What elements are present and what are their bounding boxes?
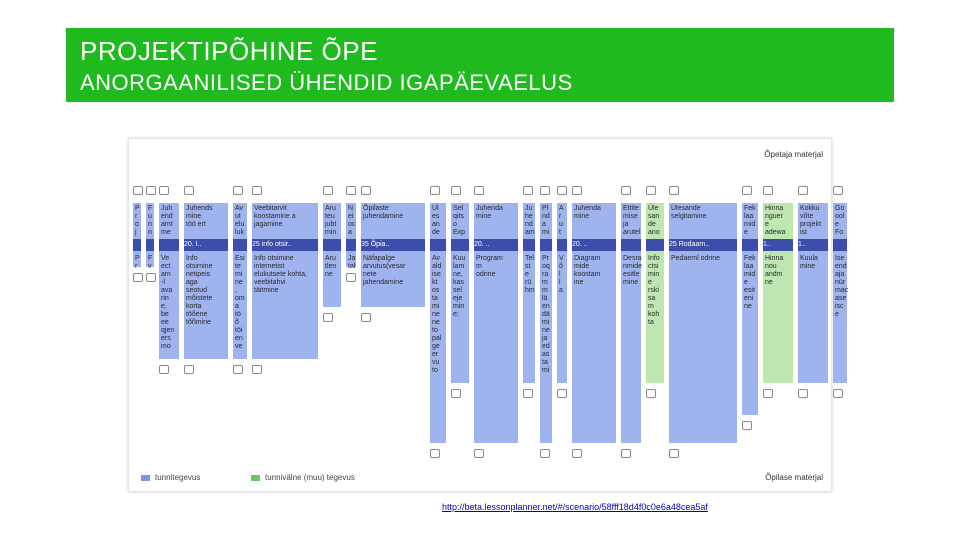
activity-description: Desra nmide esitle mine (623, 255, 643, 286)
legend-label: tunnivälne (muu) tegevus (265, 473, 355, 482)
card-bottom-toolbar (346, 273, 356, 282)
activity-description: Program m odrine (476, 255, 503, 278)
student-material-icon[interactable] (557, 389, 567, 398)
student-material-icon[interactable] (146, 273, 156, 282)
activity-description: Kuula mine (800, 255, 818, 270)
material-box-icon[interactable] (540, 186, 550, 195)
student-material-icon[interactable] (184, 365, 194, 374)
activity-card-body (233, 203, 247, 359)
card-toolbar (798, 186, 808, 195)
activity-card-body (742, 203, 758, 415)
activity-card-body (621, 203, 641, 443)
material-box-icon[interactable] (430, 186, 440, 195)
activity-description: Diagram mide koostam ine (574, 255, 601, 286)
card-toolbar (133, 186, 143, 195)
card-bottom-toolbar (233, 365, 243, 374)
activity-title: Fek laa mid e (744, 205, 756, 236)
student-material-icon[interactable] (646, 389, 656, 398)
material-box-icon[interactable] (252, 186, 262, 195)
lesson-planner-board (128, 138, 849, 492)
material-box-icon[interactable] (146, 186, 156, 195)
card-bottom-toolbar (252, 365, 262, 374)
page-title: PROJEKTIPÕHINE ÕPE (80, 36, 378, 66)
student-material-icon[interactable] (430, 449, 440, 458)
legend-label: tunnitegevus (155, 473, 201, 482)
card-bottom-toolbar (430, 449, 440, 458)
activity-description: Pr oq ra m m lä en dä mi ne ja ed as ta mi (542, 255, 550, 374)
activity-card-body (646, 203, 664, 383)
activity-duration-bar: 25 Rodaam.. (669, 239, 737, 251)
activity-description: Fek laa mid e esit eni ne (744, 255, 756, 310)
card-bottom-toolbar (361, 313, 371, 322)
activity-description: Aru tlen ne (325, 255, 337, 278)
student-material-label: Õpilase materjal (765, 473, 823, 482)
material-box-icon[interactable] (323, 186, 333, 195)
activity-card-body (523, 203, 535, 383)
card-toolbar (540, 186, 550, 195)
activity-card-body (346, 203, 356, 270)
activity-description: Ja tal (348, 255, 356, 270)
card-toolbar (742, 186, 752, 195)
activity-card-body (323, 203, 341, 307)
student-material-icon[interactable] (798, 389, 808, 398)
scenario-link[interactable]: http://beta.lessonplanner.net/#/scenario/58fff18d4f0c0e6a48cea5af (442, 502, 708, 512)
activity-card-body (184, 203, 228, 359)
activity-duration-bar (133, 239, 141, 251)
activity-description: Esi te mi ne , om a tö õ töi en ve (235, 255, 245, 350)
student-material-icon[interactable] (669, 449, 679, 458)
activity-title: Juhends mine töö ert (186, 205, 213, 228)
activity-duration-bar (323, 239, 341, 251)
activity-duration-bar (430, 239, 446, 251)
student-material-icon[interactable] (523, 389, 533, 398)
student-material-icon[interactable] (474, 449, 484, 458)
activity-description: Info otsimine internetist elukutsete kohta, veebitahvi täitmine (254, 255, 307, 294)
student-material-icon[interactable] (572, 449, 582, 458)
card-bottom-toolbar (646, 389, 656, 398)
activity-card-body (474, 203, 518, 443)
card-bottom-toolbar (572, 449, 582, 458)
student-material-icon[interactable] (361, 313, 371, 322)
material-box-icon[interactable] (346, 186, 356, 195)
activity-description: Info otsirnine netipeis aga seotud mõistete korta töõene tõñmine (186, 255, 213, 326)
legend-item-other-activity (251, 473, 355, 482)
activity-card-body (833, 203, 847, 383)
legend-swatch-blue (141, 475, 150, 481)
activity-description: Ve ect am -l ava rin e, be ee qjen ers mo (161, 255, 175, 350)
activity-duration-bar: 20. .. (572, 239, 616, 251)
material-box-icon[interactable] (557, 186, 567, 195)
activity-duration-bar: 1.. (798, 239, 828, 251)
activity-title: Veebitarvit koostamine a jagamine (254, 205, 296, 228)
activity-card-body (430, 203, 446, 443)
activity-card-body (669, 203, 737, 443)
card-toolbar (833, 186, 843, 195)
activity-title: Ülesande selgitamine (671, 205, 707, 220)
card-bottom-toolbar (474, 449, 484, 458)
material-box-icon[interactable] (523, 186, 533, 195)
activity-title: N ei oc a (348, 205, 356, 236)
card-toolbar (346, 186, 356, 195)
card-toolbar (572, 186, 582, 195)
card-toolbar (159, 186, 169, 195)
card-bottom-toolbar (798, 389, 808, 398)
card-bottom-toolbar (323, 313, 333, 322)
activity-title: Ül es an de (432, 205, 440, 236)
card-toolbar (430, 186, 440, 195)
activity-duration-bar (646, 239, 664, 251)
card-toolbar (361, 186, 371, 195)
card-bottom-toolbar (763, 389, 773, 398)
activity-duration-bar (833, 239, 847, 251)
activity-title: Juhenda mine (476, 205, 503, 220)
card-toolbar (669, 186, 679, 195)
material-box-icon[interactable] (742, 186, 752, 195)
activity-duration-bar (621, 239, 641, 251)
activity-title: P r o j (135, 205, 140, 236)
material-box-icon[interactable] (184, 186, 194, 195)
activity-duration-bar: 1.. (763, 239, 793, 251)
student-material-icon[interactable] (763, 389, 773, 398)
card-bottom-toolbar (184, 365, 194, 374)
legend-swatch-green (251, 475, 260, 481)
activity-duration-bar (146, 239, 154, 251)
card-bottom-toolbar (621, 449, 631, 458)
activity-duration-bar: 25 info otsir.. (252, 239, 318, 251)
activity-card-body (540, 203, 552, 443)
card-bottom-toolbar (557, 389, 567, 398)
card-toolbar (233, 186, 243, 195)
activity-title: Pl nd a mi (542, 205, 550, 236)
student-material-icon[interactable] (133, 273, 143, 282)
material-box-icon[interactable] (233, 186, 243, 195)
activity-description: Tel st e rü hm (525, 255, 535, 294)
card-toolbar (451, 186, 461, 195)
material-box-icon[interactable] (572, 186, 582, 195)
activity-title: Sel qits o Exp (453, 205, 466, 236)
activity-title: Juhenda mine (574, 205, 601, 220)
activity-description: Hinna nou andm ne (765, 255, 784, 286)
activity-title: Õpilaste juhendamine (363, 205, 404, 220)
card-bottom-toolbar (833, 389, 843, 398)
activity-card-body (557, 203, 567, 383)
material-box-icon[interactable] (646, 186, 656, 195)
card-toolbar (252, 186, 262, 195)
student-material-icon[interactable] (252, 365, 262, 374)
student-material-icon[interactable] (540, 449, 550, 458)
material-box-icon[interactable] (833, 186, 843, 195)
activity-description: Info ctsi min e rski sa m koh ta (648, 255, 660, 326)
activity-card-body (133, 203, 141, 270)
activity-duration-bar (742, 239, 758, 251)
activity-duration-bar: 20. .. (474, 239, 518, 251)
card-bottom-toolbar (159, 365, 169, 374)
page-subtitle: ANORGAANILISED ÜHENDID IGAPÄEVAELUS (80, 70, 573, 95)
card-bottom-toolbar (146, 273, 156, 282)
activity-description: Kuu lam ne, kas sel eje min e; (453, 255, 466, 318)
material-box-icon[interactable] (159, 186, 169, 195)
activity-duration-bar (540, 239, 552, 251)
activity-description: V õ l l a (559, 255, 564, 294)
card-bottom-toolbar (540, 449, 550, 458)
activity-title: Üle san de ano (648, 205, 660, 236)
activity-title: F u n n (148, 205, 153, 236)
activity-duration-bar (159, 239, 179, 251)
activity-duration-bar: 35 Õpia.. (361, 239, 425, 251)
card-bottom-toolbar (742, 421, 752, 430)
teacher-material-label: Õpetaja materjal (764, 150, 823, 159)
material-box-icon[interactable] (133, 186, 143, 195)
activity-title: Juh end amt me (161, 205, 173, 236)
card-toolbar (763, 186, 773, 195)
activity-title: Kokku võte projekt ist (800, 205, 822, 236)
activity-card-body (798, 203, 828, 383)
student-material-icon[interactable] (621, 449, 631, 458)
card-bottom-toolbar (451, 389, 461, 398)
activity-title: Hinna nguer e adewa (765, 205, 786, 236)
activity-duration-bar (233, 239, 247, 251)
material-box-icon[interactable] (474, 186, 484, 195)
activity-description: F v (148, 255, 153, 270)
material-box-icon[interactable] (798, 186, 808, 195)
student-material-icon[interactable] (451, 389, 461, 398)
student-material-icon[interactable] (159, 365, 169, 374)
activity-description: P r (135, 255, 140, 270)
activity-duration-bar (523, 239, 535, 251)
card-toolbar (557, 186, 567, 195)
material-box-icon[interactable] (361, 186, 371, 195)
activity-card-body (361, 203, 425, 307)
activity-description: Ise end aja nür mac ase isc e (835, 255, 849, 318)
material-box-icon[interactable] (763, 186, 773, 195)
student-material-icon[interactable] (323, 313, 333, 322)
card-toolbar (146, 186, 156, 195)
material-box-icon[interactable] (669, 186, 679, 195)
activity-title: Ettite mise ja arutel (623, 205, 641, 236)
card-toolbar (323, 186, 333, 195)
activity-title: Go ool e Fo (835, 205, 845, 236)
activity-description: Av ald ise kt os ta mi ne ne to pal ge er vu to (432, 255, 442, 374)
student-material-icon[interactable] (233, 365, 243, 374)
activity-duration-bar (557, 239, 567, 251)
activity-card-body (146, 203, 154, 270)
card-bottom-toolbar (669, 449, 679, 458)
activity-duration-bar (451, 239, 469, 251)
card-bottom-toolbar (133, 273, 143, 282)
activity-duration-bar: 20. I.. (184, 239, 228, 251)
student-material-icon[interactable] (742, 421, 752, 430)
activity-title: Av ut elu luk (235, 205, 245, 236)
card-toolbar (621, 186, 631, 195)
activity-card-body (252, 203, 318, 359)
activity-description: Pedaeml odrine (671, 255, 721, 262)
activity-title: Ju he nd am (525, 205, 535, 236)
card-bottom-toolbar (523, 389, 533, 398)
card-toolbar (646, 186, 656, 195)
activity-card-body (159, 203, 179, 359)
student-material-icon[interactable] (346, 273, 356, 282)
activity-card-body (763, 203, 793, 383)
card-toolbar (474, 186, 484, 195)
card-toolbar (184, 186, 194, 195)
activity-duration-bar (346, 239, 356, 251)
legend-item-class-activity (141, 473, 200, 482)
activity-title: Aru teu jubt min (325, 205, 337, 236)
material-box-icon[interactable] (621, 186, 631, 195)
material-box-icon[interactable] (451, 186, 461, 195)
title-banner (66, 28, 894, 102)
activity-card-body (572, 203, 616, 443)
card-toolbar (523, 186, 533, 195)
activity-card-body (451, 203, 469, 383)
activity-title: A r u t (559, 205, 564, 236)
activity-description: Näfapalge arvutus(vesar nete jahendamine (363, 255, 406, 286)
student-material-icon[interactable] (833, 389, 843, 398)
